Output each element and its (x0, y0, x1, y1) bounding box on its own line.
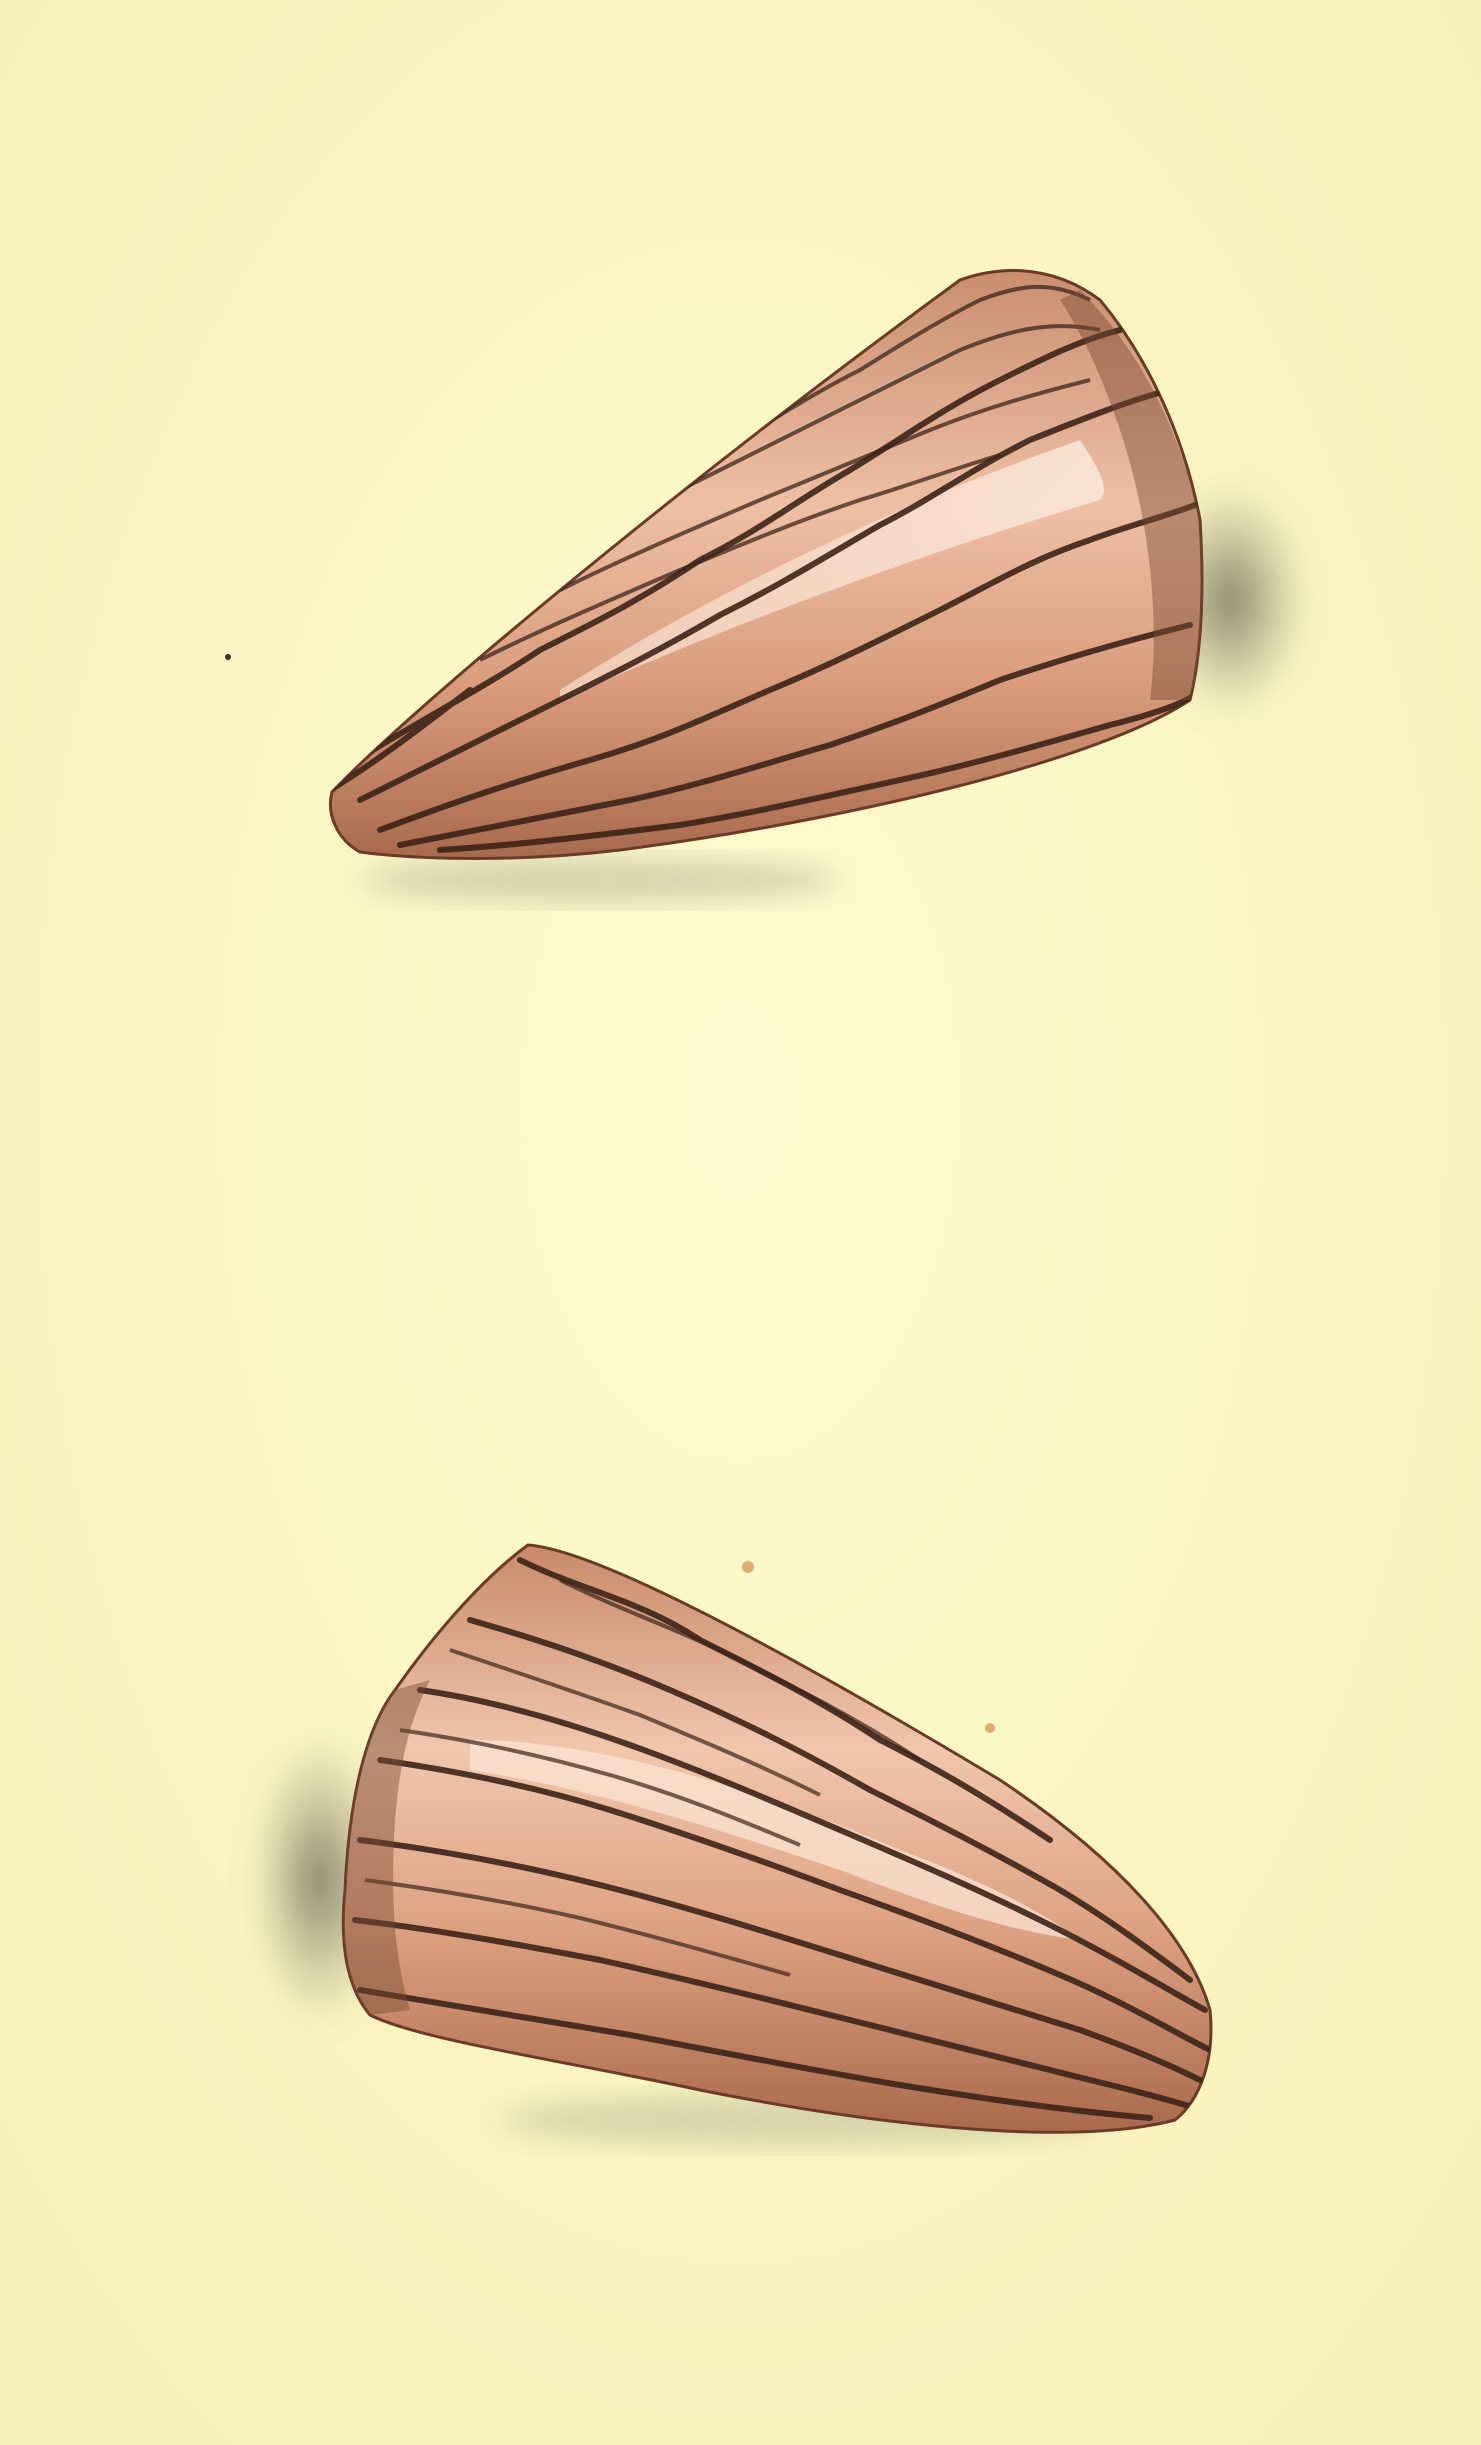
paper-spot (985, 1723, 995, 1733)
paper-spot (742, 1561, 754, 1573)
upper-shell-ground-shadow (360, 858, 840, 902)
paper-speck (225, 654, 231, 660)
